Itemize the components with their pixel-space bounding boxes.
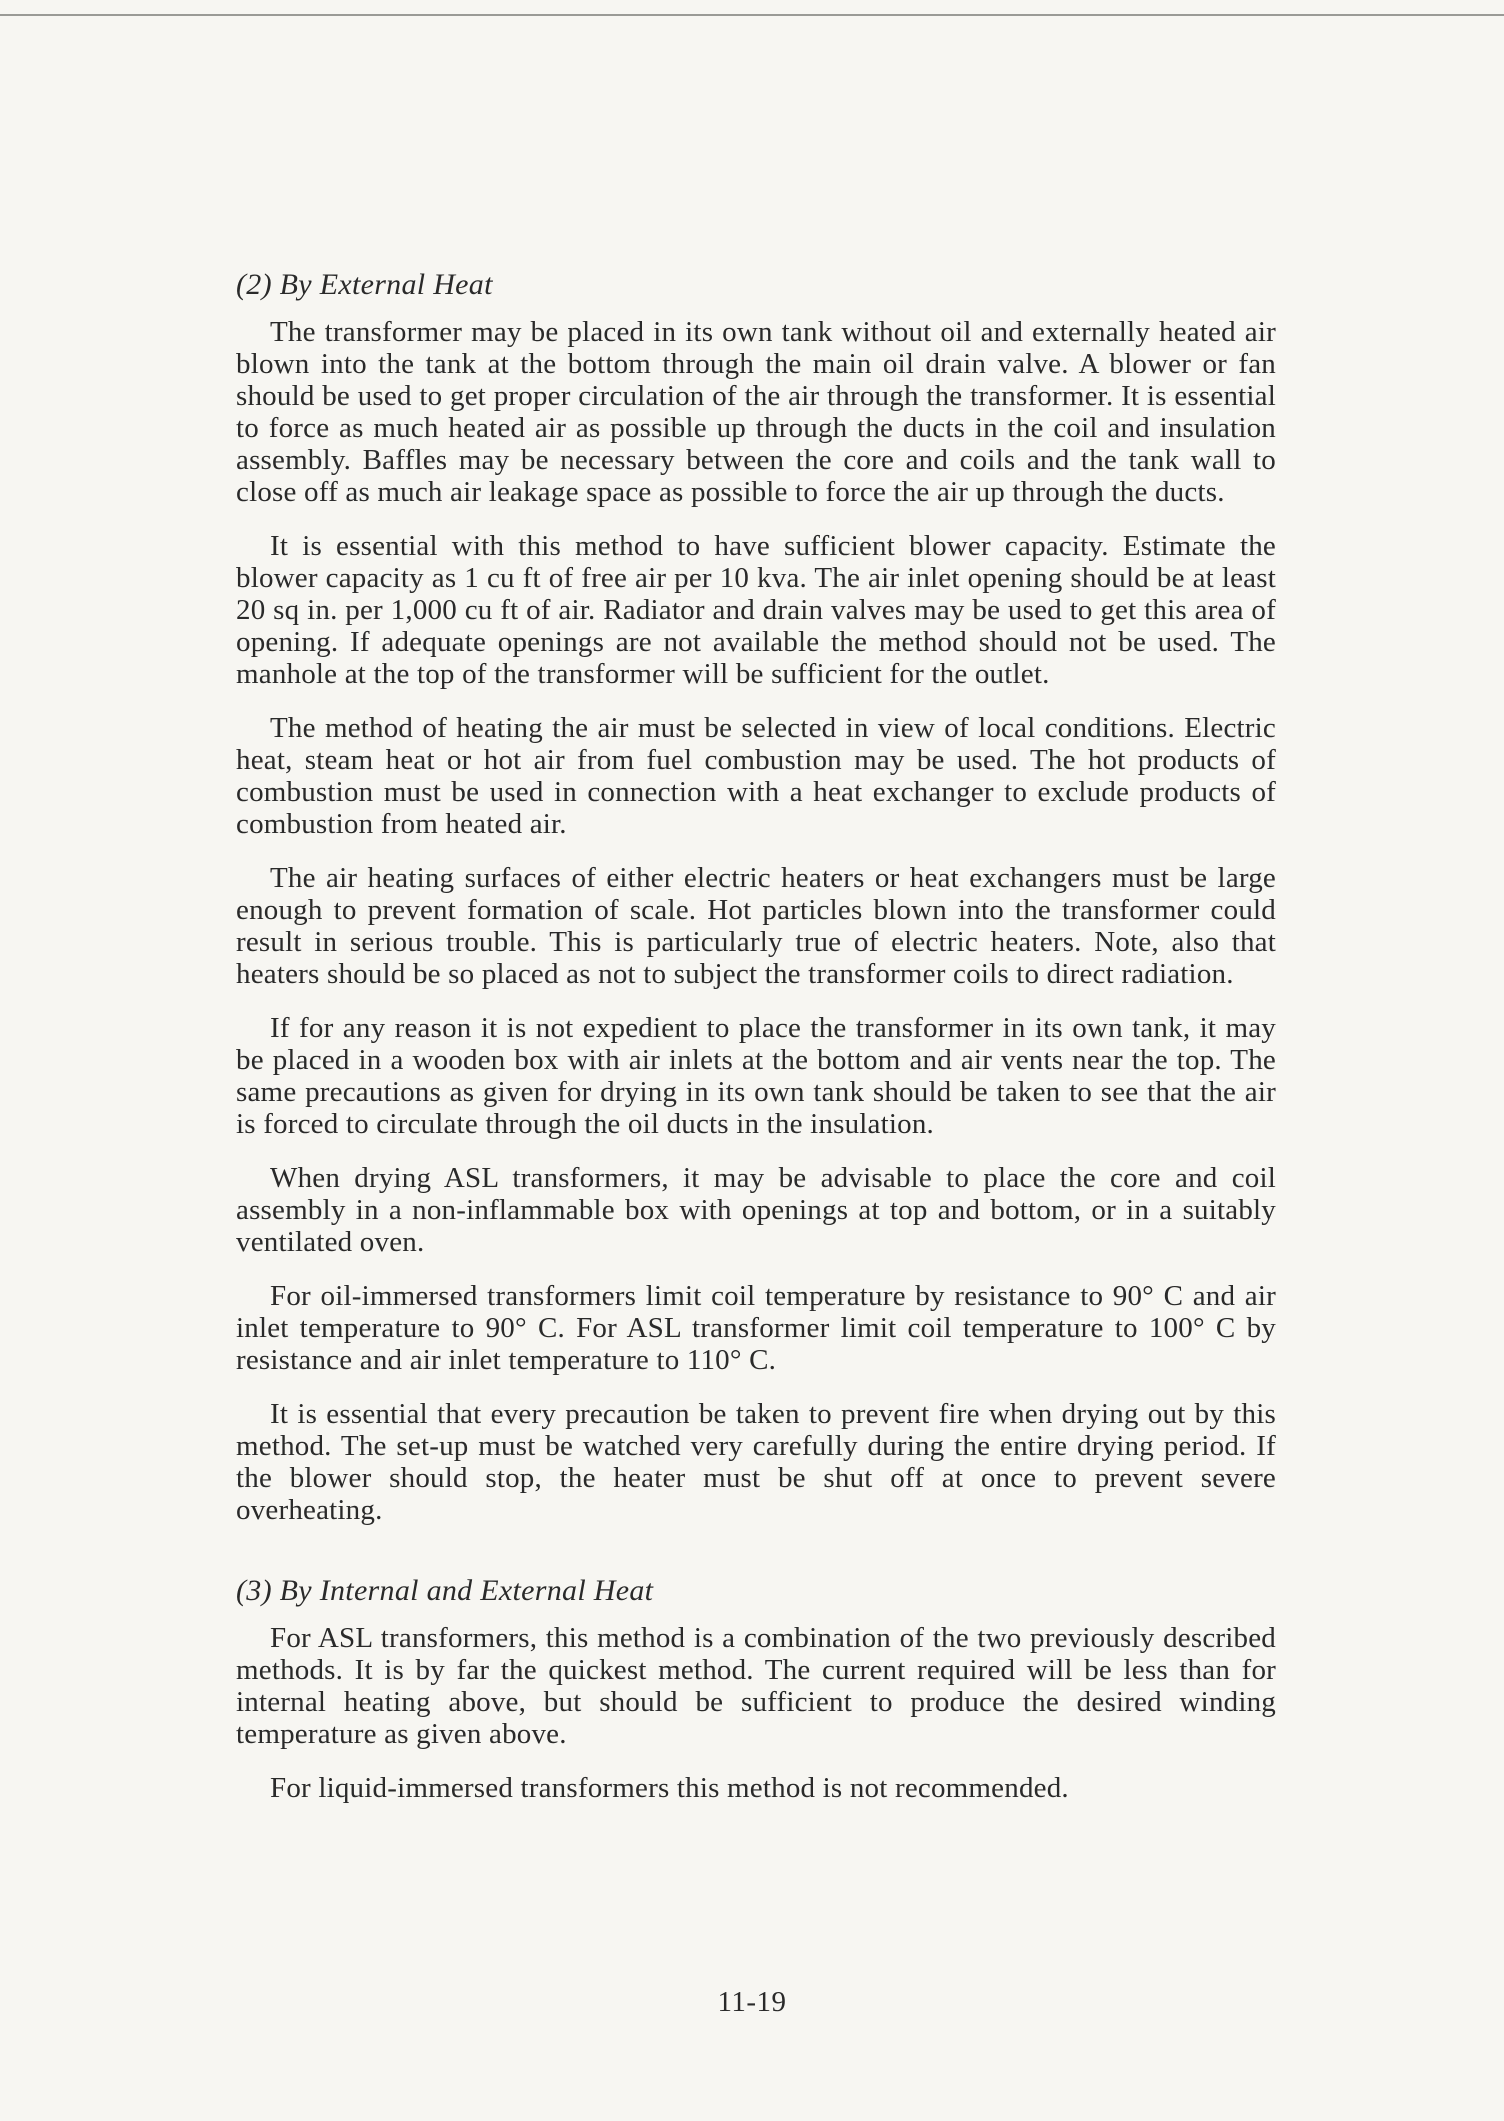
section-external-heat (236, 268, 1276, 1526)
paragraph: The transformer may be placed in its own tank without oil and externally heated air blown into the tank at the bottom through the main oil drain valve. A blower or fan should be used to get proper circulation of the air through the transformer. It is essential to force as much heated air as possible up through the ducts in the coil and insulation assembly. Baffles may be necessary between the core and coils and the tank wall to close off as much air leakage space as possible to force the air up through the ducts. (236, 316, 1276, 508)
paragraph: The method of heating the air must be selected in view of local conditions. Electric heat, steam heat or hot air from fuel combustion may be used. The hot products of combustion must be used in connection with a heat exchanger to exclude products of combustion from heated air. (236, 712, 1276, 840)
top-edge-rule (0, 14, 1504, 16)
paragraph: If for any reason it is not expedient to place the transformer in its own tank, it may be placed in a wooden box with air inlets at the bottom and air vents near the top. The same precautions as given for drying in its own tank should be taken to see that the air is forced to circulate through the oil ducts in the insulation. (236, 1012, 1276, 1140)
section-heading: (3) By Internal and External Heat (236, 1574, 654, 1607)
paragraph: For oil-immersed transformers limit coil temperature by resistance to 90° C and air inlet temperature to 90° C. For ASL transformer limit coil temperature to 100° C by resistance and air inlet temperature to 110° C. (236, 1280, 1276, 1376)
paragraph: It is essential with this method to have sufficient blower capacity. Estimate the blower capacity as 1 cu ft of free air per 10 kva. The air inlet opening should be at least 20 sq in. per 1,000 cu ft of air. Radiator and drain valves may be used to get this area of opening. If adequate openings are not available the method should not be used. The manhole at the top of the transformer will be sufficient for the outlet. (236, 530, 1276, 690)
page-number: 11-19 (717, 1986, 787, 2018)
paragraph: The air heating surfaces of either electric heaters or heat exchangers must be large enough to prevent formation of scale. Hot particles blown into the transformer could result in serious trouble. This is particularly true of electric heaters. Note, also that heaters should be so placed as not to subject the transformer coils to direct radiation. (236, 862, 1276, 990)
paragraph: When drying ASL transformers, it may be advisable to place the core and coil assembly in a non-inflammable box with openings at top and bottom, or in a suitably ventilated oven. (236, 1162, 1276, 1258)
section-internal-external-heat (236, 1574, 1276, 1804)
paragraph: For liquid-immersed transformers this method is not recommended. (270, 1772, 1069, 1804)
section-heading: (2) By External Heat (236, 268, 493, 301)
page-body (236, 268, 1276, 1826)
paragraph: It is essential that every precaution be taken to prevent fire when drying out by this method. The set-up must be watched very carefully during the entire drying period. If the blower should stop, the heater must be shut off at once to prevent severe overheating. (236, 1398, 1276, 1526)
paragraph: For ASL transformers, this method is a combination of the two previously described methods. It is by far the quickest method. The current required will be less than for internal heating above, but should be sufficient to produce the desired winding temperature as given above. (236, 1622, 1276, 1750)
